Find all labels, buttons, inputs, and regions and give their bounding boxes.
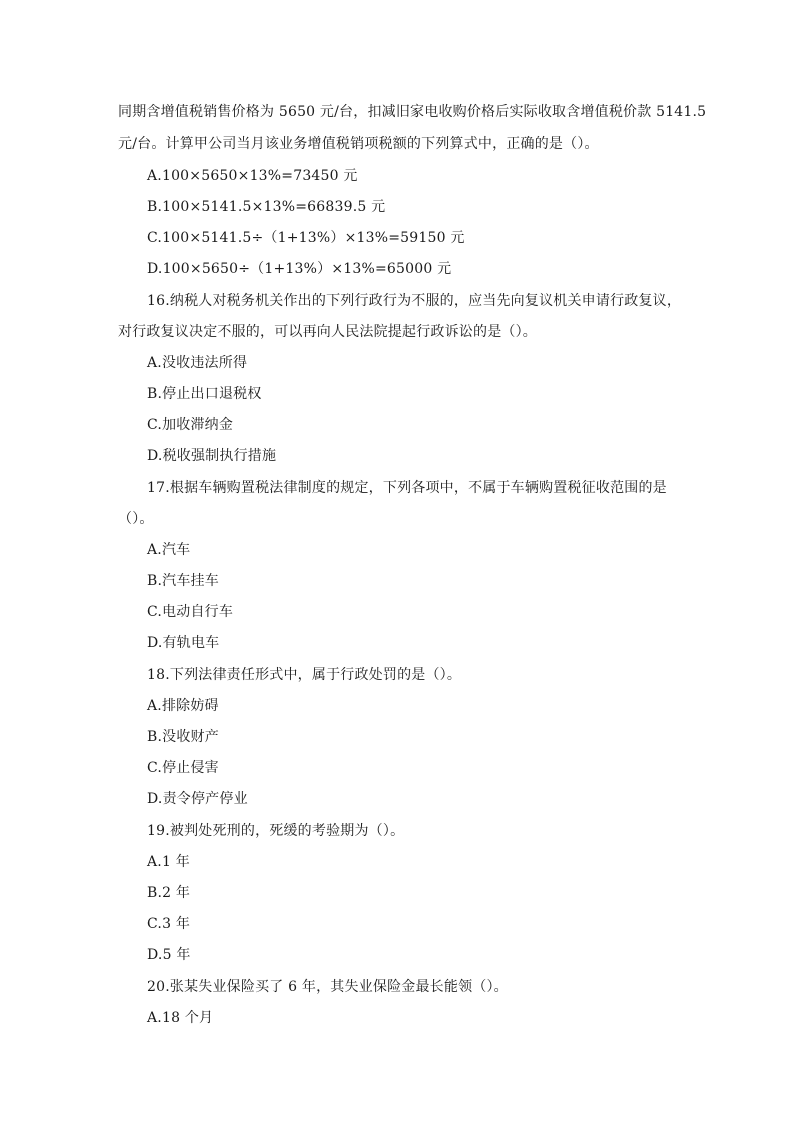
q18-option-d: D.责令停产停业	[147, 791, 248, 807]
q19-text-line-1: 19.被判处死刑的，死缓的考验期为（）。	[147, 823, 405, 839]
q17-text-line-1: 17.根据车辆购置税法律制度的规定，下列各项中，不属于车辆购置税征收范围的是	[147, 480, 667, 496]
q15-text-line-1: 同期含增值税销售价格为 5650 元/台，扣减旧家电收购价格后实际收取含增值税价款 5141.5	[118, 104, 707, 120]
q17-option-a: A.汽车	[147, 542, 191, 558]
q20-text-line-1: 20.张某失业保险买了 6 年，其失业保险金最长能领（）。	[147, 979, 508, 995]
q17-option-d: D.有轨电车	[147, 635, 220, 651]
q15-option-c: C.100×5141.5÷（1+13%）×13%=59150 元	[147, 230, 465, 246]
q19-option-b: B.2 年	[147, 885, 191, 901]
q17-option-b: B.汽车挂车	[147, 573, 219, 589]
q20-option-a: A.18 个月	[147, 1010, 214, 1026]
q19-option-d: D.5 年	[147, 947, 191, 963]
q17-text-line-2: （）。	[118, 511, 154, 527]
q15-option-d: D.100×5650÷（1+13%）×13%=65000 元	[147, 261, 452, 277]
q16-option-c: C.加收滞纳金	[147, 417, 234, 433]
q16-option-b: B.停止出口退税权	[147, 386, 262, 402]
q15-option-a: A.100×5650×13%=73450 元	[147, 168, 358, 184]
q15-option-b: B.100×5141.5×13%=66839.5 元	[147, 199, 386, 215]
q18-option-a: A.排除妨碍	[147, 698, 219, 714]
q15-text-line-2: 元/台。计算甲公司当月该业务增值税销项税额的下列算式中，正确的是（）。	[118, 136, 599, 152]
q19-option-a: A.1 年	[147, 854, 190, 870]
q16-text-line-2: 对行政复议决定不服的，可以再向人民法院提起行政诉讼的是（）。	[118, 324, 537, 340]
q18-text-line-1: 18.下列法律责任形式中，属于行政处罚的是（）。	[147, 667, 462, 683]
q17-option-c: C.电动自行车	[147, 604, 234, 620]
q16-text-line-1: 16.纳税人对税务机关作出的下列行政行为不服的，应当先向复议机关申请行政复议，	[147, 293, 682, 309]
q16-option-a: A.没收违法所得	[147, 355, 248, 371]
q18-option-c: C.停止侵害	[147, 760, 219, 776]
q18-option-b: B.没收财产	[147, 729, 219, 745]
q19-option-c: C.3 年	[147, 916, 191, 932]
q16-option-d: D.税收强制执行措施	[147, 448, 277, 464]
